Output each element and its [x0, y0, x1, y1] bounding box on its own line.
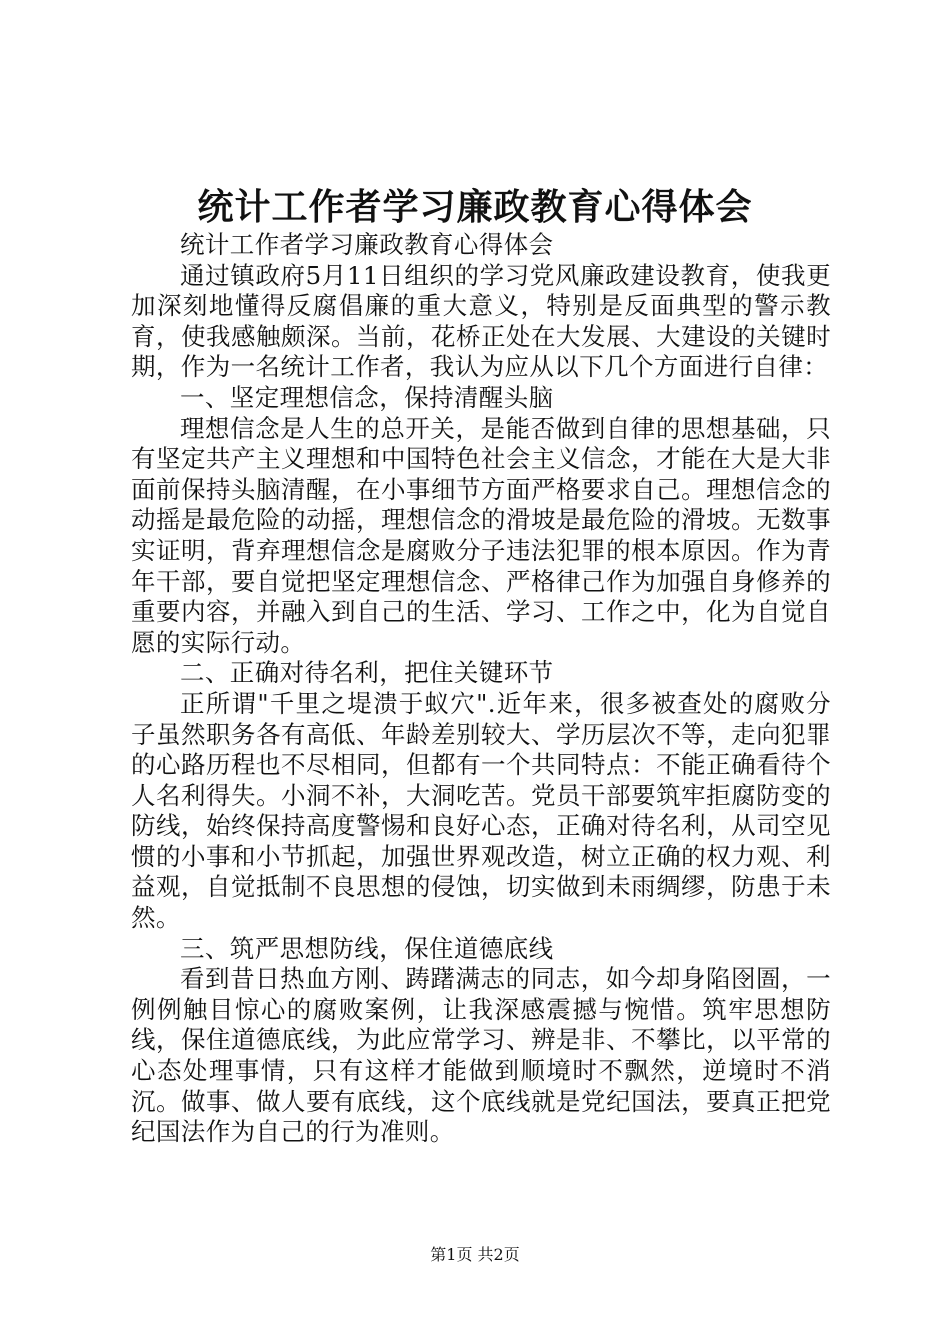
section-heading-3: 三、筑严思想防线，保住道德底线: [180, 933, 554, 963]
body-paragraph-3: 看到昔日热血方刚、踌躇满志的同志，如今却身陷囹圄，一例例触目惊心的腐败案例，让我深感震撼与惋惜。筑牢思想防线，保住道德底线，为此应常学习、辨是非、不攀比，以平常的心态处理事情，只有这样才能做到顺境时不飘然，逆境时不消沉。做事、做人要有底线，这个底线就是党纪国法，要真正把党纪国法作为自己的行为准则。: [131, 964, 831, 1147]
section-heading-1: 一、坚定理想信念，保持清醒头脑: [180, 382, 554, 412]
subtitle-paragraph: 统计工作者学习廉政教育心得体会: [180, 230, 554, 259]
body-paragraph-2: 正所谓"千里之堤溃于蚁穴".近年来，很多被查处的腐败分子虽然职务各有高低、年龄差别较大、学历层次不等，走向犯罪的心路历程也不尽相同，但都有一个共同特点：不能正确看待个人名利得失。小洞不补，大洞吃苦。党员干部要筑牢拒腐防变的防线，始终保持高度警惕和良好心态，正确对待名利，从司空见惯的小事和小节抓起，加强世界观改造，树立正确的权力观、利益观，自觉抵制不良思想的侵蚀，切实做到未雨绸缪，防患于未然。: [131, 688, 831, 933]
body-paragraph-1: 理想信念是人生的总开关，是能否做到自律的思想基础，只有坚定共产主义理想和中国特色社会主义信念，才能在大是大非面前保持头脑清醒，在小事细节方面严格要求自己。理想信念的动摇是最危险的动摇，理想信念的滑坡是最危险的滑坡。无数事实证明，背弃理想信念是腐败分子违法犯罪的根本原因。作为青年干部，要自觉把坚定理想信念、严格律己作为加强自身修养的重要内容，并融入到自己的生活、学习、工作之中，化为自觉自愿的实际行动。: [131, 413, 831, 657]
intro-paragraph: 通过镇政府5月11日组织的学习党风廉政建设教育，使我更加深刻地懂得反腐倡廉的重大意义，特别是反面典型的警示教育，使我感触颇深。当前，花桥正处在大发展、大建设的关键时期，作为一名统计工作者，我认为应从以下几个方面进行自律：: [131, 260, 831, 382]
document-title: 统计工作者学习廉政教育心得体会: [197, 187, 753, 228]
document-body: [131, 230, 831, 1148]
section-heading-2: 二、正确对待名利，把住关键环节: [180, 658, 554, 688]
page-number-footer: 第1页 共2页: [430, 1245, 520, 1264]
